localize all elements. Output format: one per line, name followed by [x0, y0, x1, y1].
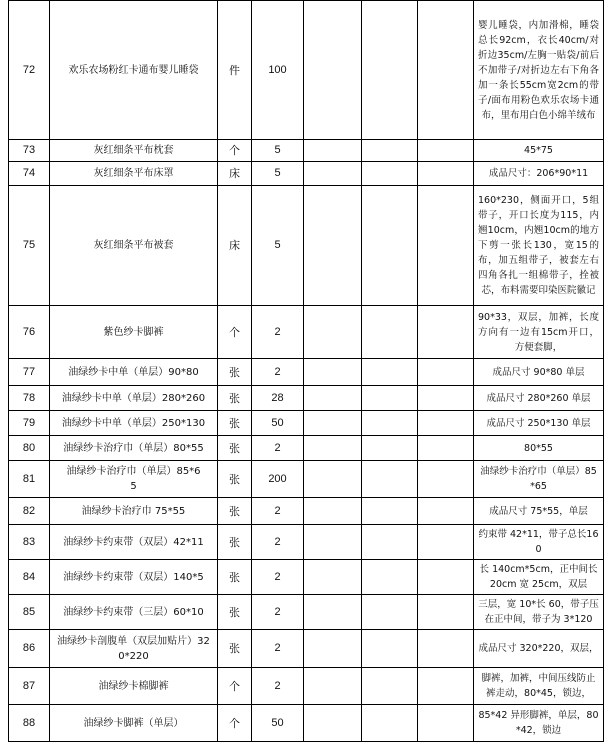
item-name: 紫色纱卡脚裤: [50, 306, 218, 359]
empty-cell: [362, 705, 418, 742]
table-row: [9, 461, 604, 498]
item-name: 油绿纱卡约束带（三层）60*10: [50, 595, 218, 630]
empty-cell: [418, 359, 474, 386]
item-unit: 个: [218, 306, 252, 359]
empty-cell: [418, 498, 474, 525]
item-unit: 张: [218, 595, 252, 630]
item-name: 欢乐农场粉红卡通布婴儿睡袋: [50, 1, 218, 140]
item-name: 灰红细条平布床罩: [50, 162, 218, 186]
item-unit: 张: [218, 498, 252, 525]
item-quantity: 100: [252, 1, 304, 140]
item-name: 油绿纱卡治疗巾 75*55: [50, 498, 218, 525]
empty-cell: [418, 436, 474, 461]
item-quantity: 5: [252, 186, 304, 306]
item-unit: 张: [218, 560, 252, 595]
item-remark: 45*75: [474, 140, 604, 162]
table-row: [9, 306, 604, 359]
row-number: 81: [9, 461, 50, 498]
item-quantity: 2: [252, 560, 304, 595]
item-quantity: 50: [252, 411, 304, 436]
table-row: [9, 1, 604, 140]
empty-cell: [362, 525, 418, 560]
empty-cell: [362, 436, 418, 461]
empty-cell: [418, 411, 474, 436]
item-remark: 160*230，侧面开口，5组带子，开口长度为115，内翘10cm，内翘10cm的地方下剪一张长130，宽15的布，加五组带子，被套左右四角各扎一组棉带子，拴被芯，布料需要印染医院徽记: [474, 186, 604, 306]
item-unit: 张: [218, 630, 252, 668]
item-name: 油绿纱卡棉脚裤: [50, 668, 218, 705]
table-row: [9, 140, 604, 162]
item-unit: 个: [218, 668, 252, 705]
item-remark: 脚裤，加裤，中间压线防止裤走动，80*45，锁边，: [474, 668, 604, 705]
item-quantity: 2: [252, 306, 304, 359]
row-number: 73: [9, 140, 50, 162]
row-number: 84: [9, 560, 50, 595]
table-row: [9, 411, 604, 436]
empty-cell: [304, 411, 362, 436]
empty-cell: [418, 386, 474, 411]
item-unit: 张: [218, 461, 252, 498]
item-remark: 成品尺寸 320*220，双层，: [474, 630, 604, 668]
item-quantity: 28: [252, 386, 304, 411]
item-unit: 床: [218, 162, 252, 186]
item-name: 油绿纱卡治疗巾（单层）85*65: [50, 461, 218, 498]
empty-cell: [362, 498, 418, 525]
empty-cell: [418, 1, 474, 140]
row-number: 87: [9, 668, 50, 705]
empty-cell: [362, 386, 418, 411]
item-quantity: 2: [252, 359, 304, 386]
item-quantity: 2: [252, 498, 304, 525]
empty-cell: [362, 186, 418, 306]
empty-cell: [304, 498, 362, 525]
item-name: 油绿纱卡剖腹单（双层加贴片）320*220: [50, 630, 218, 668]
item-remark: 约束带 42*11，带子总长160: [474, 525, 604, 560]
row-number: 85: [9, 595, 50, 630]
row-number: 82: [9, 498, 50, 525]
table-row: [9, 498, 604, 525]
item-quantity: 2: [252, 436, 304, 461]
empty-cell: [418, 668, 474, 705]
empty-cell: [362, 630, 418, 668]
empty-cell: [304, 630, 362, 668]
item-quantity: 200: [252, 461, 304, 498]
row-number: 72: [9, 1, 50, 140]
empty-cell: [418, 140, 474, 162]
item-quantity: 50: [252, 705, 304, 742]
item-name: 油绿纱卡约束带（双层）140*5: [50, 560, 218, 595]
item-quantity: 2: [252, 595, 304, 630]
empty-cell: [304, 668, 362, 705]
empty-cell: [362, 1, 418, 140]
empty-cell: [304, 525, 362, 560]
empty-cell: [304, 359, 362, 386]
row-number: 75: [9, 186, 50, 306]
empty-cell: [362, 411, 418, 436]
item-name: 油绿纱卡脚裤（单层）: [50, 705, 218, 742]
table-row: [9, 359, 604, 386]
row-number: 78: [9, 386, 50, 411]
row-number: 80: [9, 436, 50, 461]
item-unit: 个: [218, 140, 252, 162]
empty-cell: [362, 668, 418, 705]
empty-cell: [362, 560, 418, 595]
row-number: 76: [9, 306, 50, 359]
empty-cell: [362, 306, 418, 359]
empty-cell: [304, 186, 362, 306]
item-remark: 婴儿睡袋，内加滑棉，睡袋总长92cm，衣长40cm/对折边35cm/左胸一贴袋/前后不加带子/对折边左右下角各加一条长55cm宽2cm的带子/面布用粉色欢乐农场卡通布，里布用白色小绵羊绒布: [474, 1, 604, 140]
item-remark: 成品尺寸 280*260 单层: [474, 386, 604, 411]
empty-cell: [304, 306, 362, 359]
item-quantity: 5: [252, 162, 304, 186]
empty-cell: [418, 525, 474, 560]
empty-cell: [362, 162, 418, 186]
table-row: [9, 705, 604, 742]
item-unit: 张: [218, 525, 252, 560]
item-remark: 油绿纱卡治疗巾（单层）85*65: [474, 461, 604, 498]
empty-cell: [362, 595, 418, 630]
empty-cell: [418, 560, 474, 595]
item-name: 油绿纱卡中单（单层）250*130: [50, 411, 218, 436]
empty-cell: [304, 140, 362, 162]
item-name: 油绿纱卡中单（单层）280*260: [50, 386, 218, 411]
item-unit: 张: [218, 386, 252, 411]
item-unit: 床: [218, 186, 252, 306]
item-name: 油绿纱卡治疗巾（单层）80*55: [50, 436, 218, 461]
empty-cell: [418, 162, 474, 186]
empty-cell: [304, 461, 362, 498]
table-row: [9, 560, 604, 595]
item-remark: 成品尺寸：206*90*11: [474, 162, 604, 186]
item-remark: 成品尺寸 75*55，单层: [474, 498, 604, 525]
empty-cell: [304, 560, 362, 595]
item-remark: 80*55: [474, 436, 604, 461]
row-number: 83: [9, 525, 50, 560]
empty-cell: [304, 436, 362, 461]
item-unit: 个: [218, 705, 252, 742]
product-spec-table: [8, 0, 604, 742]
item-remark: 长 140cm*5cm，正中间长20cm 宽 25cm，双层: [474, 560, 604, 595]
item-quantity: 2: [252, 525, 304, 560]
item-name: 灰红细条平布被套: [50, 186, 218, 306]
empty-cell: [304, 705, 362, 742]
row-number: 77: [9, 359, 50, 386]
empty-cell: [362, 461, 418, 498]
row-number: 74: [9, 162, 50, 186]
table-row: [9, 525, 604, 560]
empty-cell: [304, 386, 362, 411]
row-number: 86: [9, 630, 50, 668]
empty-cell: [418, 630, 474, 668]
item-remark: 成品尺寸 250*130 单层: [474, 411, 604, 436]
item-remark: 成品尺寸 90*80 单层: [474, 359, 604, 386]
empty-cell: [418, 461, 474, 498]
item-name: 灰红细条平布枕套: [50, 140, 218, 162]
table-row: [9, 386, 604, 411]
empty-cell: [304, 162, 362, 186]
table-row: [9, 162, 604, 186]
empty-cell: [304, 595, 362, 630]
empty-cell: [418, 306, 474, 359]
row-number: 79: [9, 411, 50, 436]
table-row: [9, 595, 604, 630]
empty-cell: [418, 186, 474, 306]
empty-cell: [418, 595, 474, 630]
empty-cell: [304, 1, 362, 140]
item-remark: 85*42 异形脚裤，单层，80*42，锁边: [474, 705, 604, 742]
empty-cell: [418, 705, 474, 742]
table-row: [9, 186, 604, 306]
item-name: 油绿纱卡约束带（双层）42*11: [50, 525, 218, 560]
table-row: [9, 630, 604, 668]
empty-cell: [362, 140, 418, 162]
item-name: 油绿纱卡中单（单层）90*80: [50, 359, 218, 386]
table-row: [9, 668, 604, 705]
item-quantity: 2: [252, 668, 304, 705]
item-remark: 三层，宽 10*长 60，带子压在正中间，带子为 3*120: [474, 595, 604, 630]
item-unit: 张: [218, 436, 252, 461]
item-unit: 张: [218, 359, 252, 386]
item-unit: 张: [218, 411, 252, 436]
table-row: [9, 436, 604, 461]
item-quantity: 5: [252, 140, 304, 162]
empty-cell: [362, 359, 418, 386]
item-quantity: 2: [252, 630, 304, 668]
item-unit: 件: [218, 1, 252, 140]
row-number: 88: [9, 705, 50, 742]
item-remark: 90*33，双层，加裤，长度方向有一边有15cm开口，方便套脚，: [474, 306, 604, 359]
